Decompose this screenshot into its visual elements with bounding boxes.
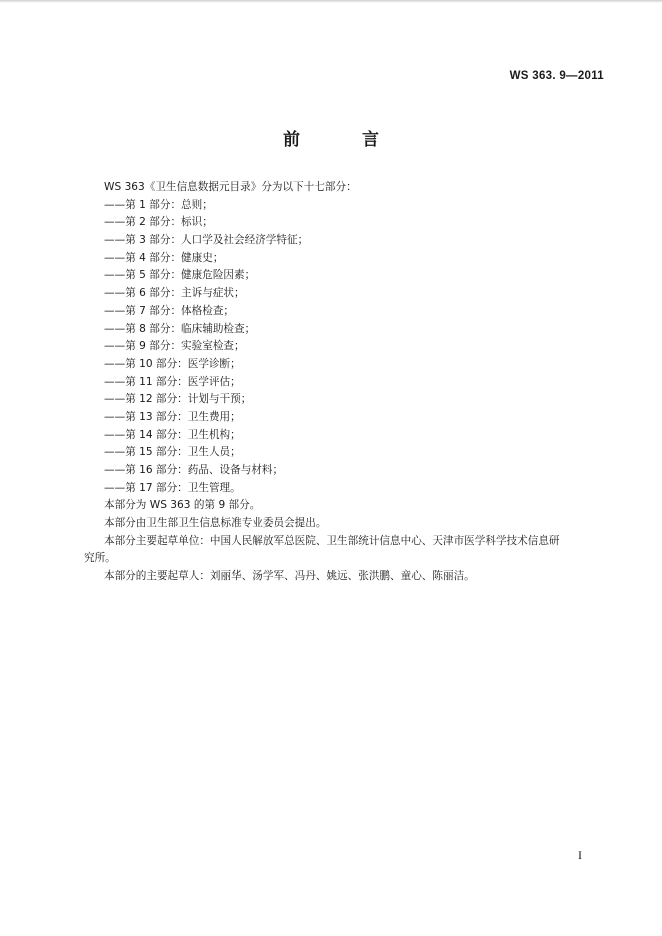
page-number: I: [578, 848, 582, 862]
part-item: ——第 8 部分：临床辅助检查；: [104, 322, 256, 335]
drafting-units-continued: 究所。: [84, 552, 116, 565]
part-item: ——第 3 部分：人口学及社会经济学特征；: [104, 234, 309, 247]
standard-code: WS 363. 9—2011: [509, 70, 604, 82]
part-item: ——第 6 部分：主诉与症状；: [104, 287, 245, 300]
part-statement: 本部分为 WS 363 的第 9 部分。: [104, 499, 261, 512]
part-item: ——第 5 部分：健康危险因素；: [104, 269, 256, 282]
intro-line: WS 363《卫生信息数据元目录》分为以下十七部分：: [104, 181, 357, 193]
part-item: ——第 1 部分：总则；: [104, 198, 213, 211]
drafters-statement: 本部分的主要起草人：刘丽华、汤学军、冯丹、姚远、张洪鹏、童心、陈丽洁。: [104, 570, 475, 583]
part-item: ——第 2 部分：标识；: [104, 216, 213, 229]
scan-edge: [0, 0, 662, 3]
part-item: ——第 12 部分：计划与干预；: [104, 393, 252, 406]
part-item: ——第 17 部分：卫生管理。: [104, 481, 241, 494]
part-item: ——第 13 部分：卫生费用；: [104, 410, 241, 423]
part-item: ——第 4 部分：健康史；: [104, 251, 224, 264]
foreword-body: [84, 179, 604, 586]
part-item: ——第 15 部分：卫生人员；: [104, 446, 241, 459]
proposer-statement: 本部分由卫生部卫生信息标准专业委员会提出。: [104, 517, 327, 530]
drafting-units: 本部分主要起草单位：中国人民解放军总医院、卫生部统计信息中心、天津市医学科学技术信息研: [104, 534, 560, 547]
part-item: ——第 11 部分：医学评估；: [104, 375, 241, 388]
part-item: ——第 7 部分：体格检查；: [104, 304, 235, 317]
part-item: ——第 14 部分：卫生机构；: [104, 428, 241, 441]
part-item: ——第 9 部分：实验室检查；: [104, 340, 245, 353]
page-title: 前 言: [283, 130, 407, 150]
part-item: ——第 16 部分：药品、设备与材料；: [104, 464, 284, 476]
part-item: ——第 10 部分：医学诊断；: [104, 357, 241, 370]
